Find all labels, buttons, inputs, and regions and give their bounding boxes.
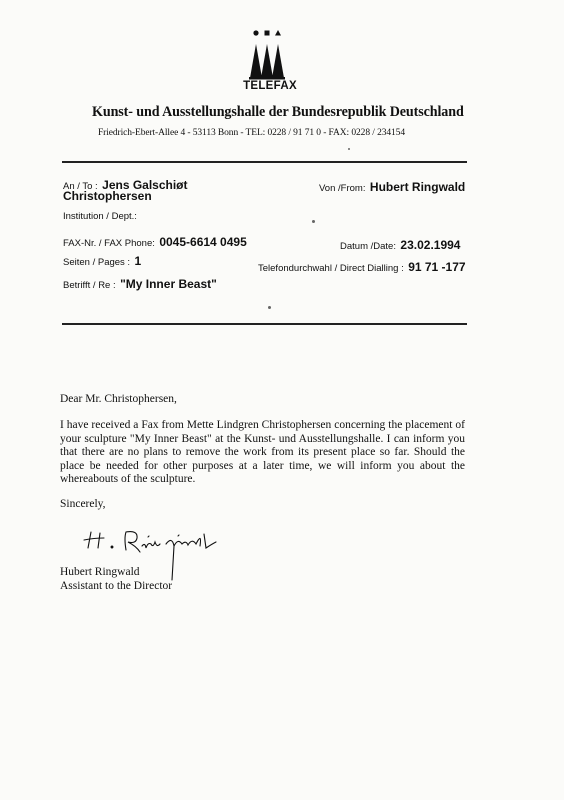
letter-body: I have received a Fax from Mette Lindgren Christophersen concerning the placement of your sculpture "My Inner Beast" at the Kunst- und Ausstellungshalle. I can inform you that there are no plans to remove the work from its present place so far. Should the place be needed for other purposes at a later time, we will inform you about the whereabouts of the sculpture.	[60, 419, 465, 486]
exhibition-hall-logo-icon	[248, 28, 288, 80]
fields-divider	[62, 323, 467, 325]
signer-title: Assistant to the Director	[60, 580, 173, 592]
scan-speck	[312, 220, 315, 223]
fax-label: FAX-Nr. / FAX Phone:	[63, 238, 155, 249]
date-value: 23.02.1994	[400, 238, 461, 252]
letter-closing: Sincerely,	[60, 498, 106, 510]
direct-dialling-value: 91 71 -177	[408, 260, 466, 274]
date-label: Datum /Date:	[340, 241, 396, 252]
to-value-line2: Christophersen	[63, 189, 152, 203]
subject-label: Betrifft / Re :	[63, 280, 116, 291]
to-value: Jens Galschiøt	[102, 178, 188, 192]
pages-label: Seiten / Pages :	[63, 257, 131, 268]
pages-value: 1	[134, 254, 142, 268]
signer-name: Hubert Ringwald	[60, 566, 140, 578]
fax-field	[63, 233, 247, 251]
institution-label: Institution / Dept.:	[63, 211, 137, 222]
from-field	[319, 178, 465, 196]
scan-speck	[268, 306, 271, 309]
organization-address: Friedrich-Ebert-Allee 4 - 53113 Bonn - TEL: 0228 / 91 71 0 - FAX: 0228 / 234154	[98, 128, 405, 138]
to-label: An / To :	[63, 181, 98, 192]
telefax-label: TELEFAX	[243, 80, 297, 92]
scan-speck	[348, 148, 350, 150]
subject-field	[63, 275, 217, 293]
direct-dialling-field	[258, 258, 466, 276]
from-value: Hubert Ringwald	[369, 180, 466, 194]
pages-field	[63, 252, 141, 270]
organization-name: Kunst- und Ausstellungshalle der Bundesrepublik Deutschland	[92, 104, 464, 120]
direct-dialling-label: Telefondurchwahl / Direct Dialling :	[258, 263, 404, 274]
subject-value: "My Inner Beast"	[120, 277, 217, 291]
header-divider	[62, 161, 467, 163]
from-label: Von /From:	[319, 183, 366, 194]
letter-greeting: Dear Mr. Christophersen,	[60, 393, 177, 405]
fax-value: 0045-6614 0495	[159, 235, 247, 249]
date-field	[340, 236, 460, 254]
